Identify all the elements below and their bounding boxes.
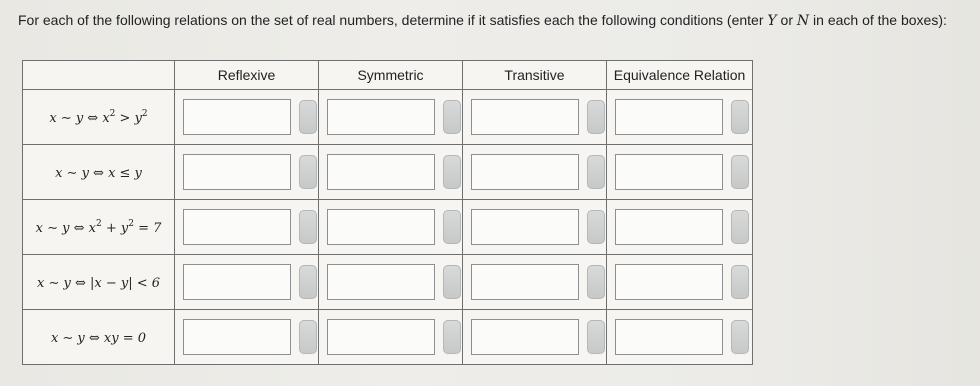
instruction-y-letter: Y xyxy=(767,13,777,29)
table-row xyxy=(23,145,753,200)
cell-transitive xyxy=(463,255,607,310)
equivalence-answer-box[interactable] xyxy=(615,319,723,355)
relation-label: x ∼ y ⇔ |x − y| < 6 xyxy=(23,255,175,310)
header-equivalence: Equivalence Relation xyxy=(607,61,753,90)
answer-check-button[interactable] xyxy=(587,210,605,244)
cell-symmetric xyxy=(319,145,463,200)
symmetric-answer-box[interactable] xyxy=(327,264,435,300)
relation-label: x ∼ y ⇔ xy = 0 xyxy=(23,310,175,365)
table-row xyxy=(23,200,753,255)
cell-symmetric xyxy=(319,255,463,310)
header-blank xyxy=(23,61,175,90)
cell-reflexive xyxy=(175,310,319,365)
answer-check-button[interactable] xyxy=(587,265,605,299)
answer-check-button[interactable] xyxy=(443,100,461,134)
header-transitive: Transitive xyxy=(463,61,607,90)
transitive-answer-box[interactable] xyxy=(471,209,579,245)
instruction-middle: or xyxy=(776,12,797,28)
instruction-n-letter: N xyxy=(796,13,810,29)
reflexive-answer-box[interactable] xyxy=(183,154,291,190)
instruction-prefix: For each of the following relations on the set of real numbers, determine if it satisfies each the following conditions (enter xyxy=(18,12,768,28)
answer-check-button[interactable] xyxy=(443,155,461,189)
cell-transitive xyxy=(463,145,607,200)
relation-label: x ∼ y ⇔ x ≤ y xyxy=(23,145,175,200)
table-row xyxy=(23,310,753,365)
reflexive-answer-box[interactable] xyxy=(183,319,291,355)
cell-equivalence xyxy=(607,145,753,200)
header-row xyxy=(23,61,753,90)
transitive-answer-box[interactable] xyxy=(471,319,579,355)
cell-equivalence xyxy=(607,200,753,255)
equivalence-answer-box[interactable] xyxy=(615,99,723,135)
instruction-text xyxy=(18,12,973,29)
cell-symmetric xyxy=(319,310,463,365)
reflexive-answer-box[interactable] xyxy=(183,209,291,245)
symmetric-answer-box[interactable] xyxy=(327,209,435,245)
transitive-answer-box[interactable] xyxy=(471,99,579,135)
answer-check-button[interactable] xyxy=(443,265,461,299)
instruction-suffix: in each of the boxes): xyxy=(809,12,947,28)
table-row xyxy=(23,90,753,145)
symmetric-answer-box[interactable] xyxy=(327,154,435,190)
transitive-answer-box[interactable] xyxy=(471,154,579,190)
cell-transitive xyxy=(463,200,607,255)
answer-check-button[interactable] xyxy=(299,100,317,134)
answer-check-button[interactable] xyxy=(299,265,317,299)
answer-check-button[interactable] xyxy=(443,320,461,354)
relation-label: x ∼ y ⇔ $x^2 + y^2 = 7$ xyxy=(23,200,175,255)
cell-equivalence xyxy=(607,255,753,310)
cell-reflexive xyxy=(175,145,319,200)
cell-transitive xyxy=(463,310,607,365)
header-reflexive: Reflexive xyxy=(175,61,319,90)
cell-equivalence xyxy=(607,90,753,145)
answer-check-button[interactable] xyxy=(731,100,749,134)
cell-symmetric xyxy=(319,200,463,255)
equivalence-answer-box[interactable] xyxy=(615,209,723,245)
answer-check-button[interactable] xyxy=(731,265,749,299)
answer-check-button[interactable] xyxy=(587,320,605,354)
answer-check-button[interactable] xyxy=(731,155,749,189)
answer-check-button[interactable] xyxy=(731,320,749,354)
answer-check-button[interactable] xyxy=(299,320,317,354)
answer-check-button[interactable] xyxy=(299,210,317,244)
symmetric-answer-box[interactable] xyxy=(327,99,435,135)
cell-symmetric xyxy=(319,90,463,145)
header-symmetric: Symmetric xyxy=(319,61,463,90)
answer-check-button[interactable] xyxy=(587,100,605,134)
reflexive-answer-box[interactable] xyxy=(183,264,291,300)
table-row xyxy=(23,255,753,310)
cell-transitive xyxy=(463,90,607,145)
cell-reflexive xyxy=(175,200,319,255)
cell-reflexive xyxy=(175,90,319,145)
transitive-answer-box[interactable] xyxy=(471,264,579,300)
answer-check-button[interactable] xyxy=(587,155,605,189)
symmetric-answer-box[interactable] xyxy=(327,319,435,355)
cell-equivalence xyxy=(607,310,753,365)
equivalence-answer-box[interactable] xyxy=(615,264,723,300)
answer-check-button[interactable] xyxy=(299,155,317,189)
answer-check-button[interactable] xyxy=(731,210,749,244)
equivalence-answer-box[interactable] xyxy=(615,154,723,190)
relation-label: x ∼ y ⇔ $x^2 > y^2$ xyxy=(23,90,175,145)
relations-table xyxy=(22,60,753,365)
answer-check-button[interactable] xyxy=(443,210,461,244)
reflexive-answer-box[interactable] xyxy=(183,99,291,135)
cell-reflexive xyxy=(175,255,319,310)
